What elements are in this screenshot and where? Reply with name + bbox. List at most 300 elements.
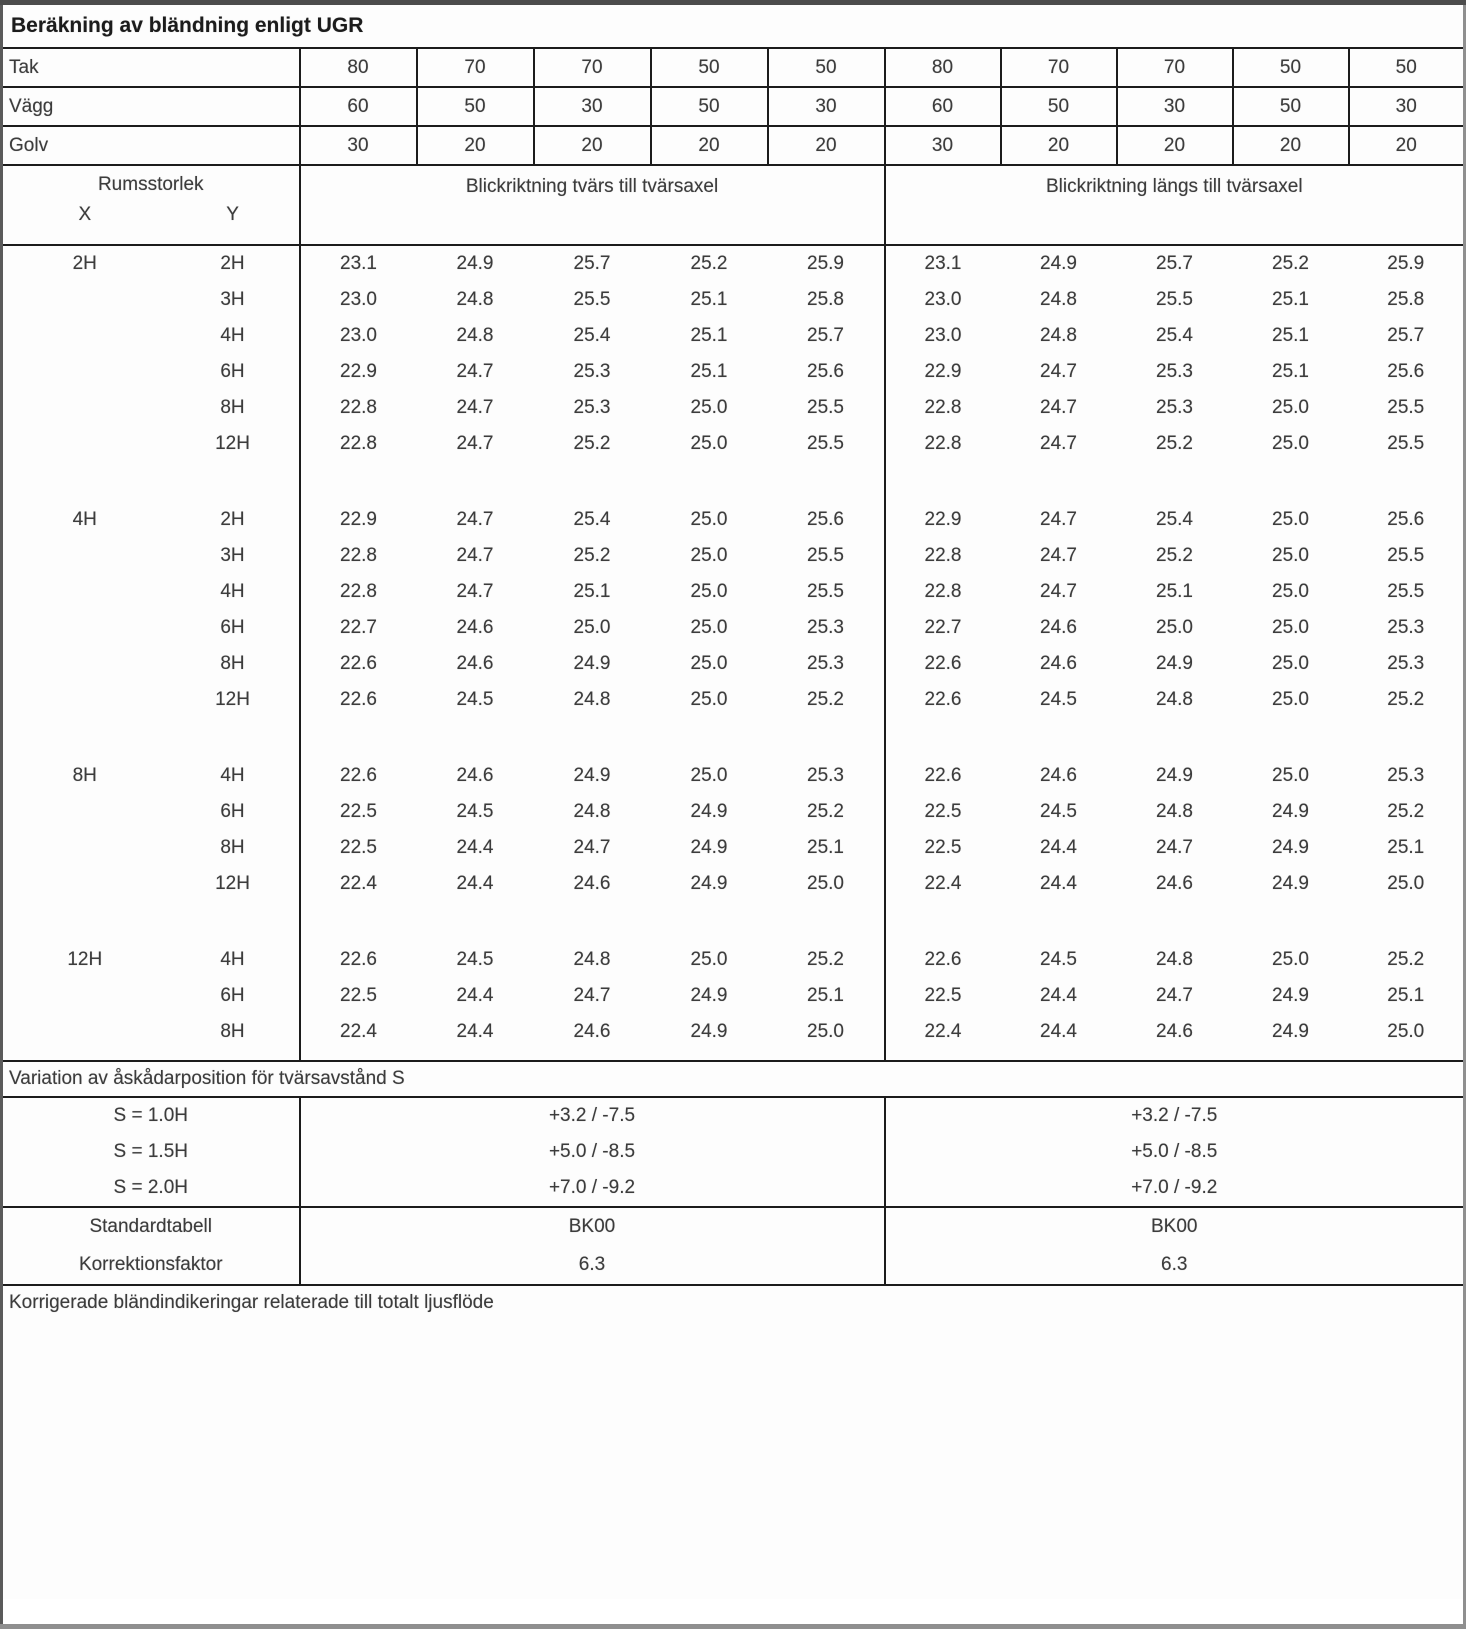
ugr-across-value-cell: 23.0 (300, 282, 417, 318)
room-y-cell: 3H (220, 545, 245, 566)
ugr-across-value-cell: 24.9 (573, 653, 611, 674)
gap-cell (885, 462, 1465, 502)
room-x-cell (2, 538, 167, 574)
room-x-cell: 2H (72, 253, 97, 274)
ugr-across-value-cell: 24.9 (690, 985, 728, 1006)
ugr-across-value-cell: 25.1 (807, 837, 844, 858)
ugr-across-value-cell: 24.9 (690, 837, 728, 858)
ugr-along-value-cell: 22.6 (885, 942, 1001, 978)
surface-label: Tak (2, 48, 300, 87)
room-size-label: Rumsstorlek (97, 174, 204, 195)
ugr-along-value-cell: 22.5 (885, 978, 1001, 1014)
ugr-along-value-cell: 24.4 (1040, 837, 1077, 858)
ugr-along-value-cell: 25.3 (1387, 617, 1425, 638)
ugr-along-value-cell: 23.0 (885, 318, 1001, 354)
ugr-along-value-cell: 24.8 (1156, 801, 1193, 822)
ugr-along-value-cell: 24.9 (1040, 253, 1077, 274)
ugr-along-value-cell: 24.5 (1040, 801, 1077, 822)
variation-value-along: +5.0 / -8.5 (885, 1134, 1465, 1170)
standard-value-across: BK00 (300, 1207, 885, 1246)
ugr-along-value-cell: 24.9 (1272, 985, 1309, 1006)
room-y-cell: 6H (220, 801, 245, 822)
ugr-along-value-cell: 24.8 (1040, 325, 1077, 346)
ugr-along-value-cell: 24.8 (1040, 289, 1077, 310)
ugr-across-value-cell: 25.1 (690, 289, 728, 310)
ugr-across-value-cell: 25.5 (573, 289, 611, 310)
room-x-cell (2, 282, 167, 318)
ugr-along-value-cell: 24.7 (1040, 397, 1077, 418)
variation-value-along: +3.2 / -7.5 (885, 1097, 1465, 1134)
surface-value-cell: 50 (768, 48, 885, 87)
ugr-along-value-cell: 24.7 (1040, 361, 1077, 382)
block-pad-row (2, 1050, 1465, 1061)
ugr-data-row (2, 538, 1465, 574)
ugr-across-value-cell: 25.0 (807, 873, 844, 894)
ugr-along-value-cell: 24.6 (1040, 765, 1077, 786)
ugr-across-value-cell: 24.6 (456, 617, 494, 638)
view-direction-along-heading: Blickriktning längs till tvärsaxel (885, 165, 1465, 245)
ugr-along-value-cell: 24.4 (1040, 873, 1077, 894)
surface-value-cell: 50 (1233, 87, 1349, 126)
surface-row (2, 126, 1465, 165)
ugr-data-row (2, 758, 1465, 794)
ugr-along-value-cell: 22.7 (885, 610, 1001, 646)
ugr-data-row (2, 794, 1465, 830)
surface-value-cell: 70 (1001, 48, 1117, 87)
variation-value-across: +3.2 / -7.5 (300, 1097, 885, 1134)
ugr-along-value-cell: 25.0 (1272, 433, 1309, 454)
variation-row (2, 1097, 1465, 1134)
ugr-across-value-cell: 24.8 (573, 689, 611, 710)
room-y-cell: 4H (220, 765, 245, 786)
ugr-across-value-cell: 25.0 (573, 617, 611, 638)
ugr-across-value-cell: 24.5 (456, 801, 494, 822)
ugr-across-value-cell: 25.0 (690, 397, 728, 418)
ugr-across-value-cell: 22.9 (300, 354, 417, 390)
variation-value-across: +7.0 / -9.2 (300, 1170, 885, 1207)
ugr-across-value-cell: 22.8 (300, 426, 417, 462)
surface-value-cell: 20 (534, 126, 651, 165)
column-header-section (2, 165, 1465, 245)
ugr-along-value-cell: 25.5 (1387, 581, 1425, 602)
room-y-cell: 2H (220, 509, 245, 530)
ugr-across-value-cell: 22.6 (300, 682, 417, 718)
ugr-along-value-cell: 22.6 (885, 682, 1001, 718)
ugr-along-value-cell: 25.4 (1156, 509, 1193, 530)
ugr-across-value-cell: 25.3 (807, 617, 844, 638)
s-distance-label: S = 2.0H (113, 1177, 188, 1198)
surface-value-cell: 70 (534, 48, 651, 87)
variation-value-across: +5.0 / -8.5 (300, 1134, 885, 1170)
room-x-cell: 12H (67, 949, 103, 970)
room-x-cell: 8H (72, 765, 97, 786)
ugr-along-value-cell: 25.3 (1387, 765, 1425, 786)
ugr-across-value-cell: 25.0 (690, 509, 728, 530)
ugr-across-value-cell: 24.7 (456, 545, 494, 566)
surface-value-cell: 20 (417, 126, 534, 165)
ugr-across-value-cell: 25.3 (807, 653, 844, 674)
surface-value-cell: 50 (651, 87, 768, 126)
surface-value-cell: 20 (651, 126, 768, 165)
ugr-across-value-cell: 25.3 (573, 361, 611, 382)
ugr-across-value-cell: 25.1 (807, 985, 844, 1006)
ugr-data-row (2, 390, 1465, 426)
ugr-along-value-cell: 25.1 (1156, 581, 1193, 602)
ugr-along-value-cell: 25.5 (1156, 289, 1193, 310)
ugr-along-value-cell: 24.9 (1156, 765, 1193, 786)
ugr-across-value-cell: 25.9 (807, 253, 844, 274)
surface-value-cell: 70 (1117, 48, 1233, 87)
column-header-row (2, 165, 1465, 245)
ugr-along-value-cell: 25.6 (1387, 509, 1425, 530)
room-y-cell: 3H (220, 289, 245, 310)
ugr-data-row (2, 1014, 1465, 1050)
ugr-across-value-cell: 24.7 (456, 361, 494, 382)
surface-value-cell: 30 (885, 126, 1001, 165)
ugr-along-value-cell: 25.7 (1387, 325, 1425, 346)
ugr-along-value-cell: 22.4 (885, 866, 1001, 902)
ugr-along-value-cell: 25.2 (1387, 801, 1425, 822)
ugr-across-value-cell: 22.8 (300, 574, 417, 610)
ugr-across-value-cell: 25.7 (807, 325, 844, 346)
x-axis-label: X (78, 204, 92, 225)
ugr-across-value-cell: 25.0 (690, 581, 728, 602)
ugr-across-value-cell: 24.7 (456, 397, 494, 418)
ugr-data-row (2, 646, 1465, 682)
ugr-across-value-cell: 25.1 (690, 361, 728, 382)
room-y-cell: 6H (220, 361, 245, 382)
room-y-cell: 6H (220, 985, 245, 1006)
ugr-across-value-cell: 24.6 (456, 765, 494, 786)
surface-value-cell: 50 (651, 48, 768, 87)
surface-value-cell: 60 (885, 87, 1001, 126)
ugr-across-value-cell: 25.2 (573, 545, 611, 566)
gap-cell (300, 718, 885, 758)
ugr-along-value-cell: 24.7 (1040, 545, 1077, 566)
surface-value-cell: 30 (300, 126, 417, 165)
room-y-cell: 12H (215, 873, 250, 894)
ugr-across-value-cell: 22.4 (300, 1014, 417, 1050)
ugr-along-value-cell: 24.8 (1156, 689, 1193, 710)
ugr-along-value-cell: 25.1 (1387, 837, 1425, 858)
ugr-across-value-cell: 24.9 (690, 1021, 728, 1042)
ugr-along-value-cell: 24.6 (1156, 873, 1193, 894)
surface-value-cell: 80 (885, 48, 1001, 87)
ugr-along-value-cell: 22.9 (885, 354, 1001, 390)
ugr-along-value-cell: 25.0 (1387, 1021, 1425, 1042)
ugr-along-value-cell: 25.2 (1156, 545, 1193, 566)
ugr-along-value-cell: 24.9 (1272, 873, 1309, 894)
ugr-across-value-cell: 25.2 (690, 253, 728, 274)
ugr-along-value-cell: 22.8 (885, 538, 1001, 574)
ugr-across-value-cell: 22.4 (300, 866, 417, 902)
room-x-cell (2, 390, 167, 426)
variation-row (2, 1170, 1465, 1207)
ugr-across-value-cell: 25.6 (807, 361, 844, 382)
ugr-across-value-cell: 24.7 (573, 985, 611, 1006)
surface-value-cell: 50 (1001, 87, 1117, 126)
ugr-along-value-cell: 24.8 (1156, 949, 1193, 970)
ugr-across-value-cell: 24.6 (573, 1021, 611, 1042)
surface-value-cell: 20 (1233, 126, 1349, 165)
standard-value-along: 6.3 (885, 1246, 1465, 1285)
ugr-across-value-cell: 25.2 (807, 801, 844, 822)
ugr-along-value-cell: 25.4 (1156, 325, 1193, 346)
ugr-across-value-cell: 25.4 (573, 325, 611, 346)
standard-row (2, 1207, 1465, 1246)
ugr-along-value-cell: 22.8 (885, 390, 1001, 426)
ugr-along-value-cell: 24.7 (1040, 581, 1077, 602)
ugr-across-value-cell: 25.0 (690, 949, 728, 970)
surface-label: Golv (2, 126, 300, 165)
ugr-across-value-cell: 25.3 (807, 765, 844, 786)
gap-cell (885, 902, 1465, 942)
ugr-across-value-cell: 25.1 (573, 581, 611, 602)
room-y-cell: 4H (220, 949, 245, 970)
standard-label: Standardtabell (2, 1207, 300, 1246)
ugr-data-row (2, 866, 1465, 902)
room-y-cell: 4H (220, 325, 245, 346)
ugr-along-value-cell: 25.9 (1387, 253, 1425, 274)
room-y-cell: 8H (220, 397, 245, 418)
gap-cell (2, 718, 300, 758)
ugr-along-value-cell: 24.9 (1272, 837, 1309, 858)
gap-cell (2, 462, 300, 502)
ugr-across-value-cell: 25.2 (807, 689, 844, 710)
ugr-across-value-cell: 25.5 (807, 433, 844, 454)
ugr-data-row (2, 610, 1465, 646)
ugr-across-value-cell: 22.6 (300, 942, 417, 978)
ugr-across-value-cell: 25.8 (807, 289, 844, 310)
ugr-along-value-cell: 24.4 (1040, 985, 1077, 1006)
surface-value-cell: 20 (1001, 126, 1117, 165)
ugr-along-value-cell: 22.6 (885, 646, 1001, 682)
room-x-cell (2, 646, 167, 682)
room-x-cell (2, 682, 167, 718)
variation-title: Variation av åskådarposition för tvärsavstånd S (2, 1061, 1465, 1097)
ugr-along-value-cell: 24.7 (1040, 433, 1077, 454)
ugr-across-value-cell: 24.5 (456, 689, 494, 710)
pad-cell (2, 1050, 300, 1061)
ugr-along-value-cell: 25.1 (1272, 325, 1309, 346)
gap-cell (885, 718, 1465, 758)
ugr-along-value-cell: 24.7 (1156, 837, 1193, 858)
ugr-along-value-cell: 24.5 (1040, 949, 1077, 970)
ugr-data-row (2, 682, 1465, 718)
ugr-across-value-cell: 24.4 (456, 837, 494, 858)
surface-value-cell: 30 (768, 87, 885, 126)
ugr-data-row (2, 502, 1465, 538)
ugr-data-row (2, 354, 1465, 390)
ugr-across-value-cell: 25.0 (690, 653, 728, 674)
ugr-along-value-cell: 22.5 (885, 830, 1001, 866)
ugr-along-value-cell: 25.8 (1387, 289, 1425, 310)
standard-row (2, 1246, 1465, 1285)
ugr-along-value-cell: 25.0 (1272, 617, 1309, 638)
variation-title-section (2, 1061, 1465, 1097)
ugr-values-section (2, 245, 1465, 1061)
title-section (2, 3, 1465, 49)
ugr-along-value-cell: 25.3 (1156, 361, 1193, 382)
s-distance-label: S = 1.5H (113, 1141, 188, 1162)
ugr-across-value-cell: 23.0 (300, 318, 417, 354)
ugr-across-value-cell: 24.7 (456, 433, 494, 454)
ugr-across-value-cell: 24.7 (573, 837, 611, 858)
ugr-across-value-cell: 22.7 (300, 610, 417, 646)
room-x-cell (2, 866, 167, 902)
surface-row (2, 87, 1465, 126)
ugr-along-value-cell: 24.4 (1040, 1021, 1077, 1042)
pad-cell (885, 1050, 1465, 1061)
ugr-data-row (2, 245, 1465, 282)
ugr-across-value-cell: 25.0 (690, 765, 728, 786)
ugr-across-value-cell: 25.0 (690, 689, 728, 710)
ugr-across-value-cell: 25.1 (690, 325, 728, 346)
ugr-across-value-cell: 24.8 (573, 801, 611, 822)
ugr-along-value-cell: 24.7 (1156, 985, 1193, 1006)
ugr-data-row (2, 574, 1465, 610)
room-x-cell (2, 610, 167, 646)
room-size-header-cell (2, 165, 300, 245)
ugr-along-value-cell: 25.5 (1387, 433, 1425, 454)
ugr-along-value-cell: 25.0 (1272, 689, 1309, 710)
ugr-across-value-cell: 22.5 (300, 830, 417, 866)
surface-value-cell: 30 (534, 87, 651, 126)
ugr-across-value-cell: 24.6 (456, 653, 494, 674)
y-axis-label: Y (226, 204, 239, 225)
room-x-cell (2, 794, 167, 830)
room-xy-labels (3, 204, 299, 226)
surface-value-cell: 50 (1233, 48, 1349, 87)
ugr-along-value-cell: 25.1 (1387, 985, 1425, 1006)
ugr-along-value-cell: 25.2 (1156, 433, 1193, 454)
ugr-along-value-cell: 25.2 (1387, 949, 1425, 970)
surface-value-cell: 60 (300, 87, 417, 126)
ugr-data-row (2, 942, 1465, 978)
room-y-cell: 8H (220, 653, 245, 674)
room-y-cell: 12H (215, 433, 250, 454)
surface-value-cell: 20 (1349, 126, 1465, 165)
ugr-across-value-cell: 25.0 (690, 433, 728, 454)
room-y-cell: 4H (220, 581, 245, 602)
ugr-along-value-cell: 25.3 (1387, 653, 1425, 674)
ugr-along-value-cell: 22.8 (885, 426, 1001, 462)
ugr-along-value-cell: 25.0 (1272, 653, 1309, 674)
ugr-along-value-cell: 25.0 (1272, 509, 1309, 530)
ugr-along-value-cell: 25.1 (1272, 361, 1309, 382)
surface-reflectance-section (2, 48, 1465, 165)
room-y-cell: 8H (220, 837, 245, 858)
ugr-across-value-cell: 25.5 (807, 545, 844, 566)
surface-value-cell: 50 (1349, 48, 1465, 87)
ugr-along-value-cell: 25.6 (1387, 361, 1425, 382)
room-y-cell: 12H (215, 689, 250, 710)
ugr-across-value-cell: 24.7 (456, 581, 494, 602)
ugr-along-value-cell: 25.2 (1272, 253, 1309, 274)
ugr-across-value-cell: 22.6 (300, 646, 417, 682)
ugr-across-value-cell: 25.6 (807, 509, 844, 530)
ugr-across-value-cell: 24.8 (456, 325, 494, 346)
room-y-cell: 6H (220, 617, 245, 638)
ugr-along-value-cell: 24.7 (1040, 509, 1077, 530)
surface-value-cell: 70 (417, 48, 534, 87)
ugr-across-value-cell: 24.4 (456, 873, 494, 894)
surface-value-cell: 30 (1349, 87, 1465, 126)
ugr-along-value-cell: 25.7 (1156, 253, 1193, 274)
ugr-along-value-cell: 25.0 (1272, 581, 1309, 602)
ugr-along-value-cell: 24.9 (1272, 801, 1309, 822)
ugr-across-value-cell: 22.8 (300, 538, 417, 574)
ugr-along-value-cell: 24.9 (1272, 1021, 1309, 1042)
gap-cell (2, 902, 300, 942)
ugr-across-value-cell: 25.2 (573, 433, 611, 454)
ugr-along-value-cell: 22.8 (885, 574, 1001, 610)
footer-row (2, 1285, 1465, 1627)
ugr-across-value-cell: 24.4 (456, 985, 494, 1006)
ugr-across-value-cell: 24.7 (456, 509, 494, 530)
ugr-across-value-cell: 24.9 (573, 765, 611, 786)
surface-label: Vägg (2, 87, 300, 126)
ugr-across-value-cell: 25.4 (573, 509, 611, 530)
ugr-across-value-cell: 24.4 (456, 1021, 494, 1042)
gap-cell (300, 902, 885, 942)
ugr-across-value-cell: 25.7 (573, 253, 611, 274)
ugr-across-value-cell: 22.9 (300, 502, 417, 538)
ugr-across-value-cell: 25.5 (807, 581, 844, 602)
footer-note: Korrigerade bländindikeringar relaterade till totalt ljusflöde (2, 1285, 1465, 1627)
view-direction-across-heading: Blickriktning tvärs till tvärsaxel (300, 165, 885, 245)
surface-value-cell: 20 (1117, 126, 1233, 165)
surface-row (2, 48, 1465, 87)
title-row (2, 3, 1465, 49)
standard-label: Korrektionsfaktor (78, 1254, 223, 1275)
room-x-cell (2, 978, 167, 1014)
ugr-along-value-cell: 25.1 (1272, 289, 1309, 310)
ugr-along-value-cell: 22.4 (885, 1014, 1001, 1050)
room-x-cell (2, 426, 167, 462)
ugr-data-row (2, 426, 1465, 462)
room-x-cell: 4H (72, 509, 97, 530)
room-x-cell (2, 318, 167, 354)
ugr-along-value-cell: 24.9 (1156, 653, 1193, 674)
gap-cell (300, 462, 885, 502)
standard-value-along: BK00 (885, 1207, 1465, 1246)
ugr-across-value-cell: 24.9 (690, 873, 728, 894)
ugr-along-value-cell: 24.5 (1040, 689, 1077, 710)
surface-value-cell: 30 (1117, 87, 1233, 126)
ugr-across-value-cell: 24.8 (573, 949, 611, 970)
room-x-cell (2, 574, 167, 610)
ugr-across-value-cell: 25.0 (690, 545, 728, 566)
pad-cell (300, 1050, 885, 1061)
surface-value-cell: 80 (300, 48, 417, 87)
ugr-along-value-cell: 25.0 (1156, 617, 1193, 638)
ugr-data-row (2, 282, 1465, 318)
ugr-across-value-cell: 24.5 (456, 949, 494, 970)
ugr-across-value-cell: 25.0 (690, 617, 728, 638)
block-gap-row (2, 718, 1465, 758)
ugr-across-value-cell: 25.0 (807, 1021, 844, 1042)
room-y-cell: 2H (220, 253, 245, 274)
ugr-across-value-cell: 24.9 (456, 253, 494, 274)
variation-value-along: +7.0 / -9.2 (885, 1170, 1465, 1207)
ugr-along-value-cell: 25.3 (1156, 397, 1193, 418)
block-gap-row (2, 462, 1465, 502)
ugr-across-value-cell: 22.5 (300, 978, 417, 1014)
s-distance-label: S = 1.0H (113, 1105, 188, 1126)
room-x-cell (2, 354, 167, 390)
ugr-along-value-cell: 22.9 (885, 502, 1001, 538)
